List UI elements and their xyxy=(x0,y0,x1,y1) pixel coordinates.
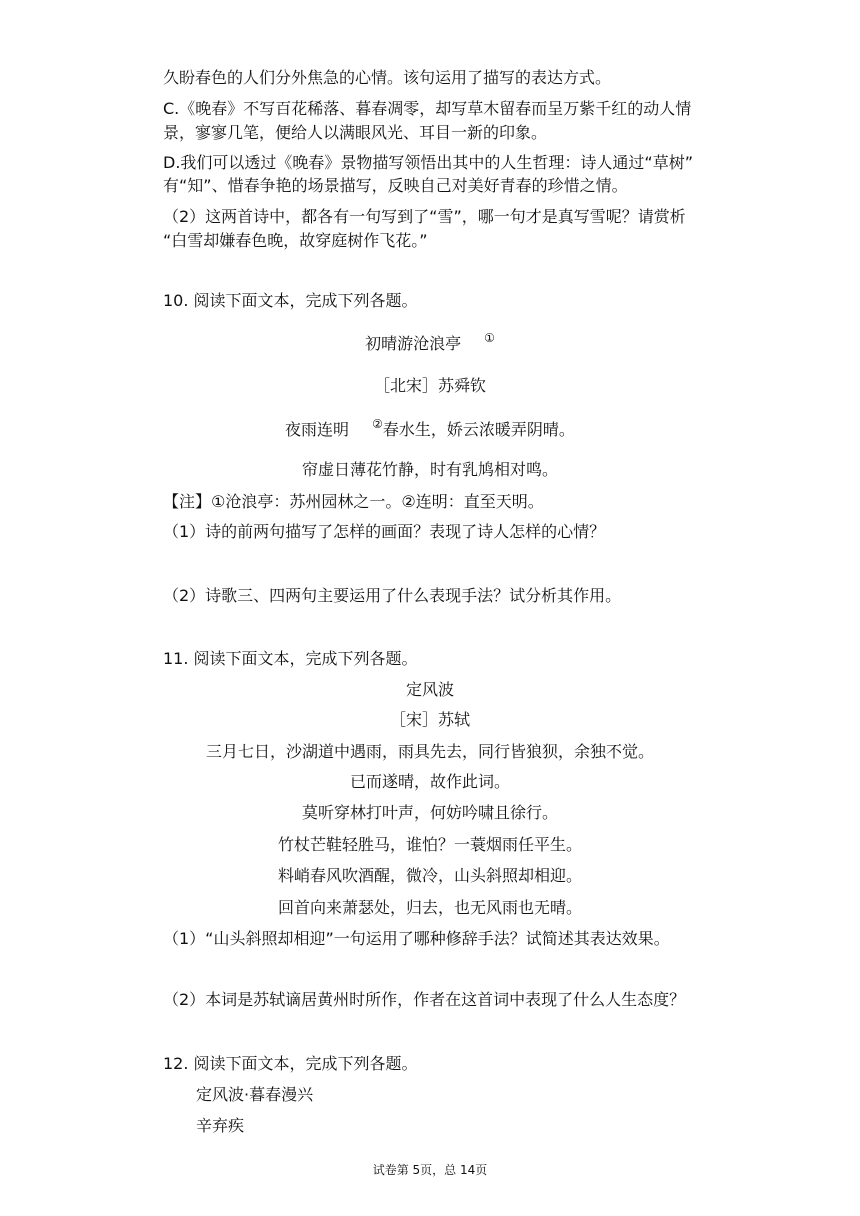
q11-preface-1: 三月七日，沙湖道中遇雨，雨具先去，同行皆狼狈，余独不觉。 xyxy=(205,742,654,761)
q11-preface-2: 已而遂晴，故作此词。 xyxy=(349,772,510,791)
q10-poem-line-2: 帘虚日薄花竹静，时有乳鸠相对鸣。 xyxy=(301,460,558,479)
q10-notes: 【注】①沧浪亭：苏州园林之一。②连明：直至天明。 xyxy=(163,492,544,511)
q10-subquestion-1: （1）诗的前两句描写了怎样的画面？表现了诗人怎样的心情？ xyxy=(163,522,606,541)
q9-subquestion-2-line2: “白雪却嫌春色晚，故穿庭树作飞花。” xyxy=(163,231,428,250)
q11-poem-line-2: 竹杖芒鞋轻胜马，谁怕？一蓑烟雨任平生。 xyxy=(277,835,582,854)
q10-subquestion-2: （2）诗歌三、四两句主要运用了什么表现手法？试分析其作用。 xyxy=(163,586,622,605)
q10-poem-line-1 xyxy=(0,417,860,441)
q10-line1-part-b: 春水生，娇云浓暖弄阴晴。 xyxy=(382,420,575,439)
q11-author: ［宋］苏轼 xyxy=(389,710,470,729)
q11-subquestion-1: （1）“山头斜照却相迎”一句运用了哪种修辞手法？试简述其表达效果。 xyxy=(163,929,670,948)
q10-title-note-marker: ① xyxy=(484,331,495,345)
q10-line1-note-marker: ② xyxy=(372,417,383,431)
q9-option-d-line2: 有“知”、惜春争艳的场景描写，反映自己对美好青春的珍惜之情。 xyxy=(163,176,628,195)
q11-poem-line-4: 回首向来萧瑟处，归去，也无风雨也无晴。 xyxy=(277,898,582,917)
q10-title-text: 初晴游沧浪亭 xyxy=(365,334,462,353)
q10-poem-title xyxy=(0,331,860,355)
q11-poem-line-1: 莫听穿林打叶声，何妨吟啸且徐行。 xyxy=(301,803,558,822)
q11-poem-title: 定风波 xyxy=(405,680,454,699)
page-footer: 试卷第 5页，总 14页 xyxy=(372,1163,488,1177)
q10-author: ［北宋］苏舜钦 xyxy=(373,376,486,395)
q12-author: 辛弃疾 xyxy=(196,1116,245,1135)
q9-option-d-line1: D.我们可以透过《晚春》景物描写领悟出其中的人生哲理：诗人通过“草树” xyxy=(163,153,693,172)
q12-heading: 12. 阅读下面文本，完成下列各题。 xyxy=(163,1054,418,1073)
q11-heading: 11. 阅读下面文本，完成下列各题。 xyxy=(163,649,418,668)
q10-line1-part-a: 夜雨连明 xyxy=(285,420,350,439)
q11-subquestion-2: （2）本词是苏轼谪居黄州时所作，作者在这首词中表现了什么人生态度？ xyxy=(163,990,686,1009)
q12-poem-title: 定风波·暮春漫兴 xyxy=(196,1085,314,1104)
q9-option-b-tail: 久盼春色的人们分外焦急的心情。该句运用了描写的表达方式。 xyxy=(163,68,612,87)
q9-option-c-line1: C.《晚春》不写百花稀落、暮春凋零，却写草木留春而呈万紫千红的动人情 xyxy=(163,99,692,118)
q11-poem-line-3: 料峭春风吹酒醒，微冷，山头斜照却相迎。 xyxy=(277,866,582,885)
q9-option-c-line2: 景，寥寥几笔，便给人以满眼风光、耳目一新的印象。 xyxy=(163,123,548,142)
q10-heading: 10. 阅读下面文本，完成下列各题。 xyxy=(163,291,418,310)
q9-subquestion-2-line1: （2）这两首诗中，都各有一句写到了“雪”，哪一句才是真写雪呢？请赏析 xyxy=(163,207,686,226)
